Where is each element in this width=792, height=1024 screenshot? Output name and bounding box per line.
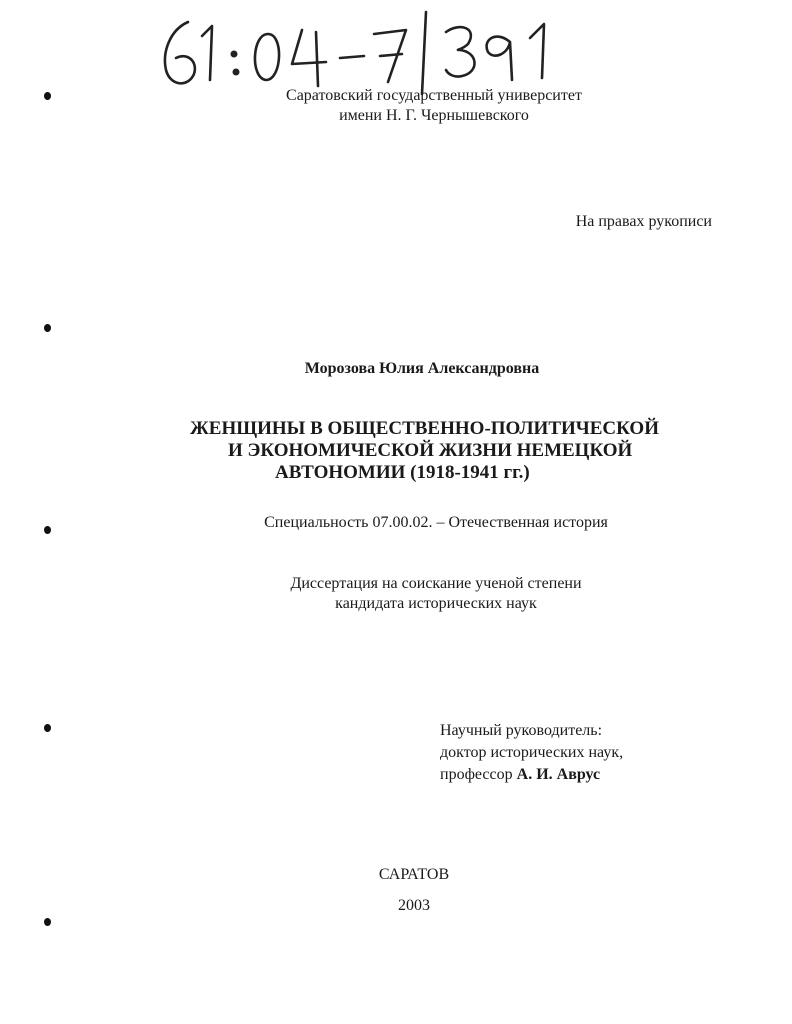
title-line-1: ЖЕНЩИНЫ В ОБЩЕСТВЕННО-ПОЛИТИЧЕСКОЙ — [190, 418, 659, 439]
supervisor-degree: доктор исторических наук, — [440, 744, 624, 761]
university-line-1: Саратовский государственный университет — [286, 87, 582, 104]
handwritten-archive-code — [150, 8, 580, 96]
margin-mark — [44, 324, 51, 332]
margin-mark — [44, 918, 51, 926]
degree-line-1: Диссертация на соискание ученой степени — [290, 575, 582, 592]
degree-statement — [0, 574, 792, 614]
supervisor-name: А. И. Аврус — [516, 766, 601, 783]
university-line-2: имени Н. Г. Чернышевского — [339, 107, 529, 124]
margin-mark — [44, 724, 51, 732]
city: САРАТОВ — [378, 866, 450, 883]
supervisor-block — [440, 720, 740, 786]
supervisor-rank-line — [440, 764, 740, 786]
supervisor-label: Научный руководитель: — [440, 722, 603, 739]
year: 2003 — [398, 897, 430, 914]
specialty: Специальность 07.00.02. – Отечественная история — [264, 514, 608, 531]
degree-line-2: кандидата исторических наук — [335, 595, 537, 612]
author-name: Морозова Юлия Александровна — [304, 360, 540, 377]
title-line-3: АВТОНОМИИ (1918-1941 гг.) — [275, 462, 530, 483]
manuscript-rights-note: На правах рукописи — [575, 213, 712, 230]
title-line-2: И ЭКОНОМИЧЕСКОЙ ЖИЗНИ НЕМЕЦКОЙ — [228, 440, 633, 461]
university-name — [0, 86, 792, 126]
supervisor-rank: профессор — [440, 766, 513, 783]
